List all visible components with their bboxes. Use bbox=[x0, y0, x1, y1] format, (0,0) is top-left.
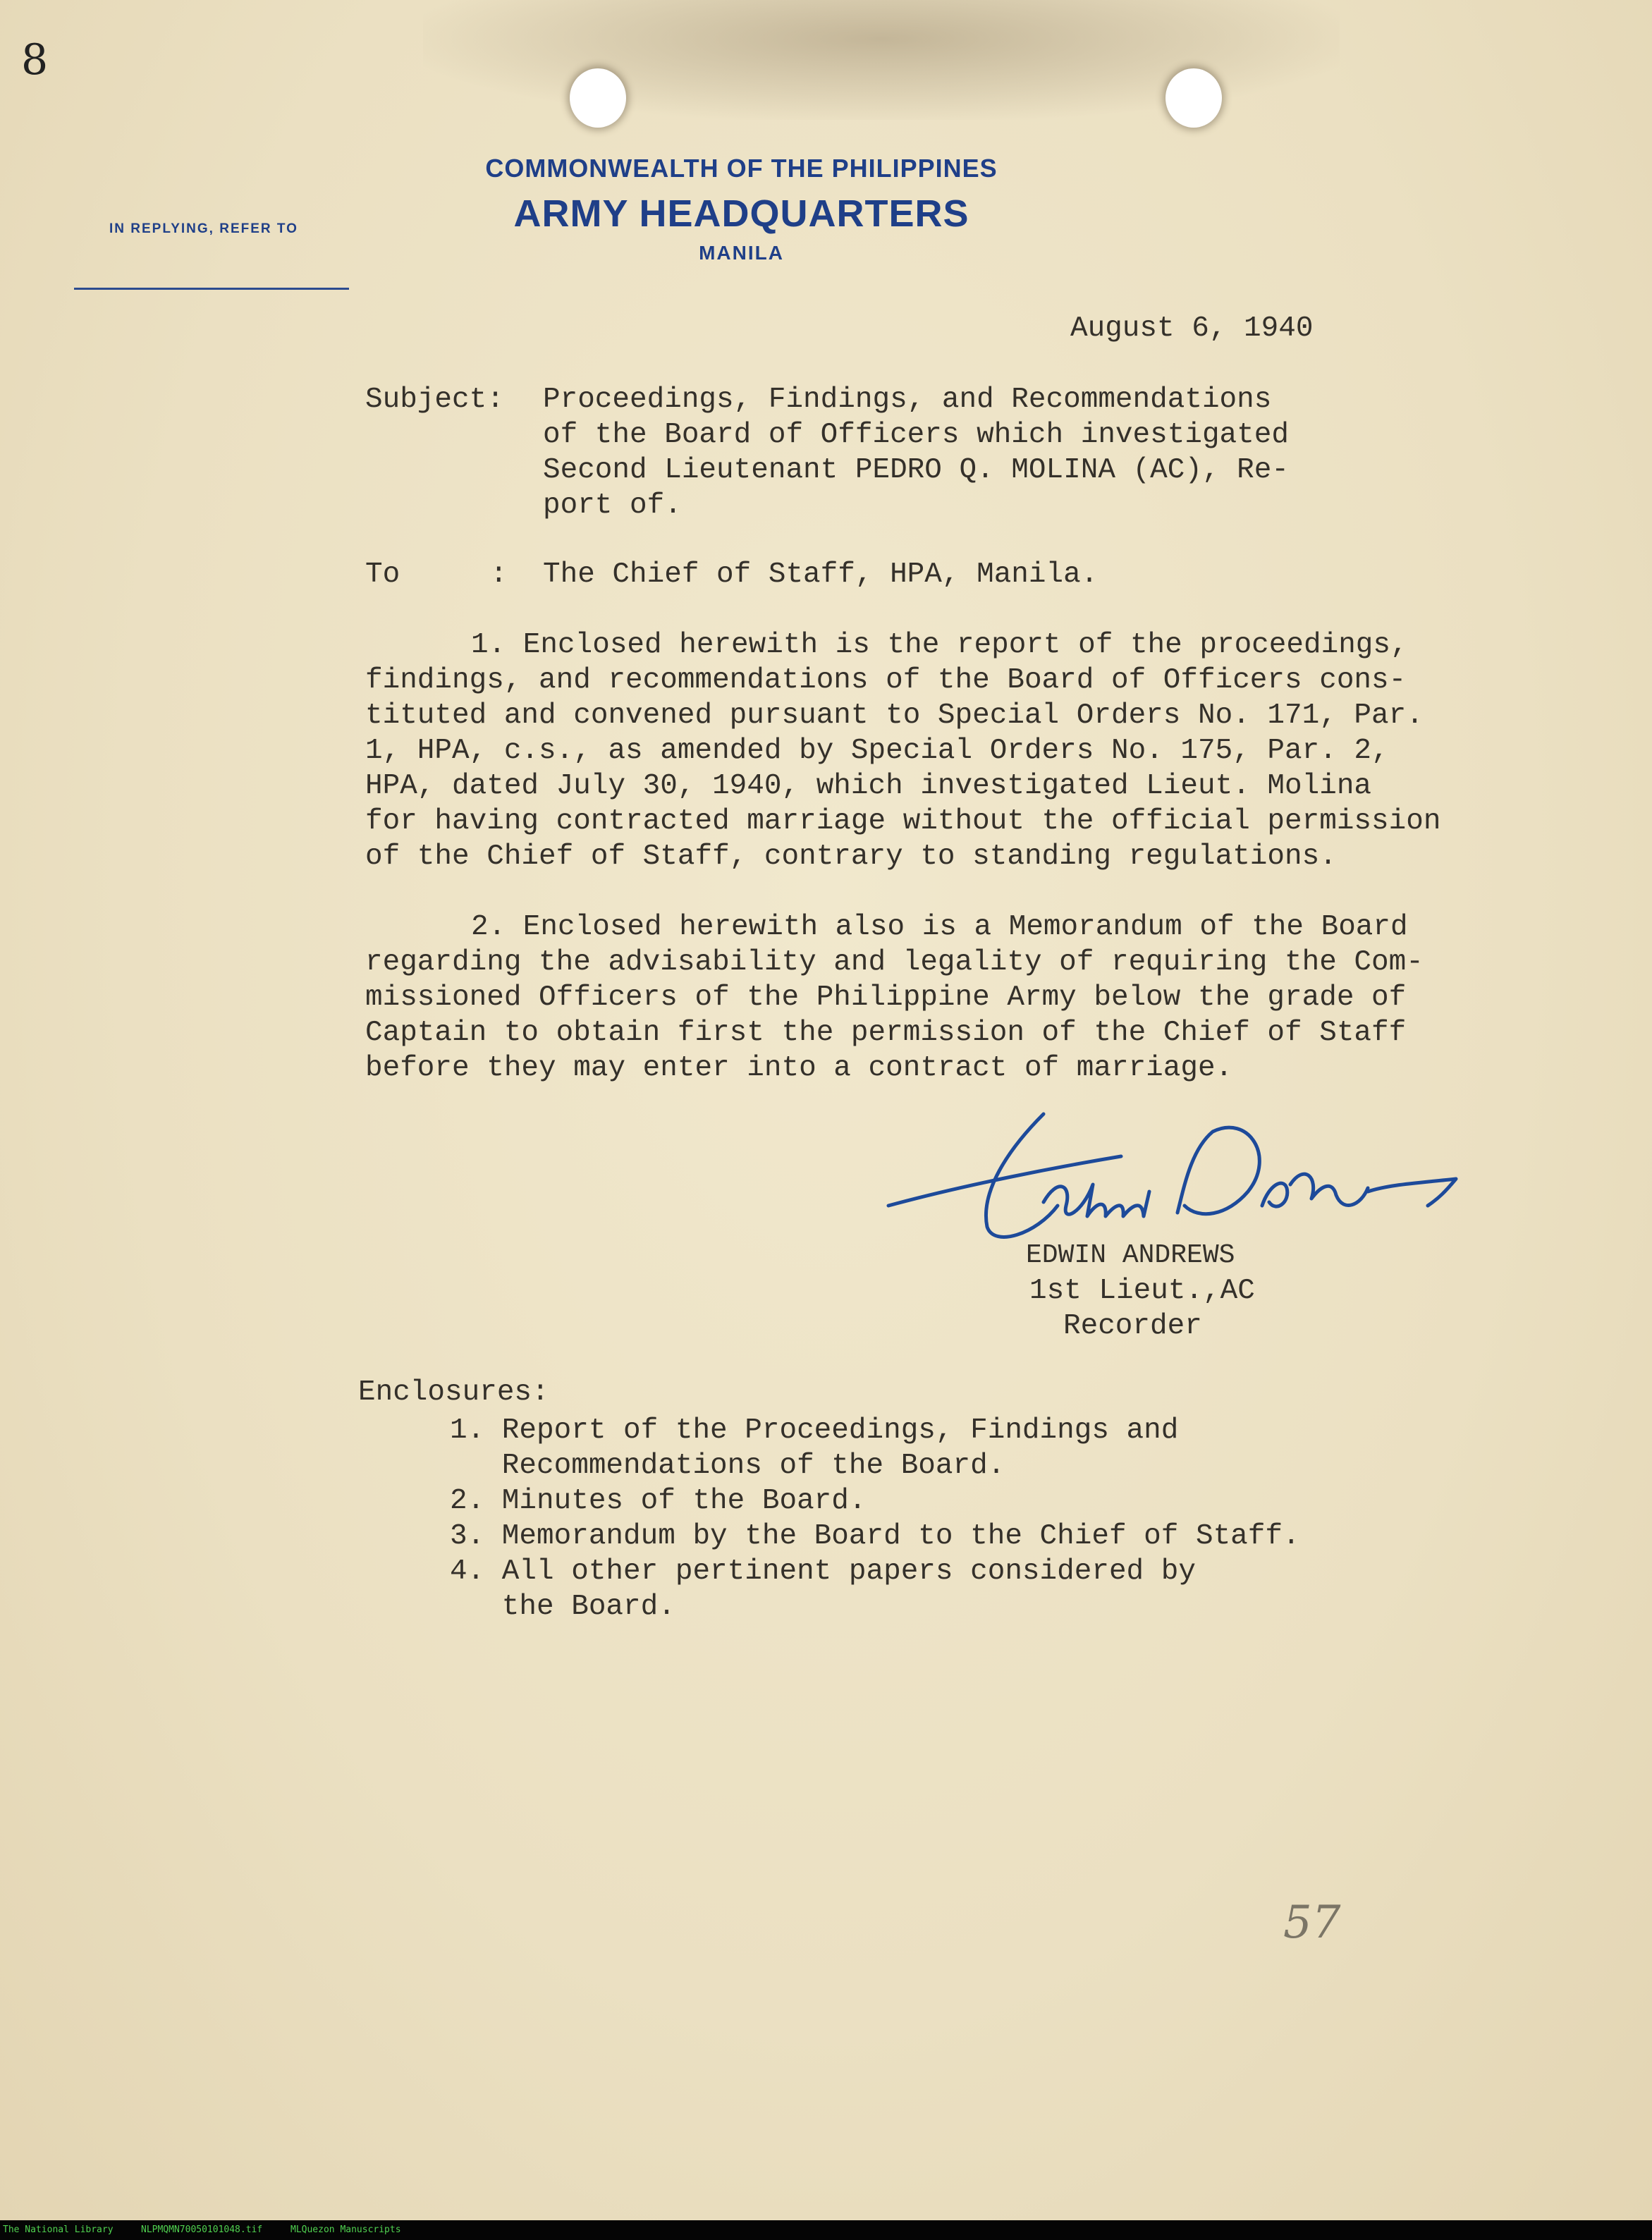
enclosures-label: Enclosures: bbox=[358, 1376, 549, 1409]
signer-name: EDWIN ANDREWS bbox=[1026, 1240, 1235, 1271]
paragraph1-line: HPA, dated July 30, 1940, which investigated Lieut. Molina bbox=[365, 770, 1372, 802]
enclosure-item: 3. Memorandum by the Board to the Chief of Staff. bbox=[450, 1520, 1300, 1553]
top-left-mark: 8 bbox=[21, 35, 49, 85]
paragraph1-line: 1, HPA, c.s., as amended by Special Orders No. 175, Par. 2, bbox=[365, 735, 1389, 767]
signer-title: Recorder bbox=[1063, 1310, 1202, 1342]
footer-collection: MLQuezon Manuscripts bbox=[290, 2224, 401, 2235]
paragraph1-line: for having contracted marriage without the official permission bbox=[365, 805, 1441, 838]
subject-label: Subject: bbox=[365, 384, 504, 416]
subject-line: Second Lieutenant PEDRO Q. MOLINA (AC), Re- bbox=[543, 454, 1289, 486]
paragraph1-line: findings, and recommendations of the Board of Officers cons- bbox=[365, 664, 1407, 697]
archive-footer-bar bbox=[0, 2220, 1652, 2240]
subject-line: port of. bbox=[543, 489, 682, 522]
reply-reference-line bbox=[74, 288, 349, 290]
enclosure-item: the Board. bbox=[450, 1591, 675, 1623]
paragraph2-line: regarding the advisability and legality of requiring the Com- bbox=[365, 946, 1424, 979]
paragraph2-line: before they may enter into a contract of marriage. bbox=[365, 1052, 1233, 1084]
paragraph2-line: Captain to obtain first the permission of the Chief of Staff bbox=[365, 1017, 1407, 1049]
page-number-handwritten: 57 bbox=[1283, 1897, 1341, 1949]
signer-rank: 1st Lieut.,AC bbox=[1029, 1275, 1255, 1307]
paragraph1-line: of the Chief of Staff, contrary to standing regulations. bbox=[365, 840, 1337, 873]
to-value: The Chief of Staff, HPA, Manila. bbox=[543, 558, 1099, 591]
punch-hole-right bbox=[1165, 68, 1222, 128]
footer-file: NLPMQMN70050101048.tif bbox=[141, 2224, 263, 2235]
letterhead-line2: ARMY HEADQUARTERS bbox=[513, 192, 969, 235]
paragraph1-line: tituted and convened pursuant to Special Orders No. 171, Par. bbox=[365, 699, 1424, 732]
to-label: To bbox=[365, 558, 400, 591]
punch-hole-left bbox=[570, 68, 626, 128]
subject-line: Proceedings, Findings, and Recommendations bbox=[543, 384, 1272, 416]
paragraph2-line: 2. Enclosed herewith also is a Memorandum of the Board bbox=[471, 911, 1408, 943]
enclosure-item: 4. All other pertinent papers considered by bbox=[450, 1555, 1196, 1588]
to-colon: : bbox=[490, 558, 508, 591]
paragraph1-line: 1. Enclosed herewith is the report of the proceedings, bbox=[471, 629, 1408, 661]
enclosure-item: 2. Minutes of the Board. bbox=[450, 1485, 867, 1517]
date: August 6, 1940 bbox=[1070, 312, 1314, 345]
letterhead-line1: COMMONWEALTH OF THE PHILIPPINES bbox=[485, 154, 998, 183]
enclosure-item: 1. Report of the Proceedings, Findings and bbox=[450, 1414, 1179, 1447]
paragraph2-line: missioned Officers of the Philippine Army below the grade of bbox=[365, 981, 1407, 1014]
enclosure-item: Recommendations of the Board. bbox=[450, 1450, 1005, 1482]
footer-source: The National Library bbox=[3, 2224, 114, 2235]
reply-reference-label: IN REPLYING, REFER TO bbox=[109, 221, 298, 236]
subject-line: of the Board of Officers which investigated bbox=[543, 419, 1289, 451]
letterhead-line3: MANILA bbox=[699, 242, 784, 264]
